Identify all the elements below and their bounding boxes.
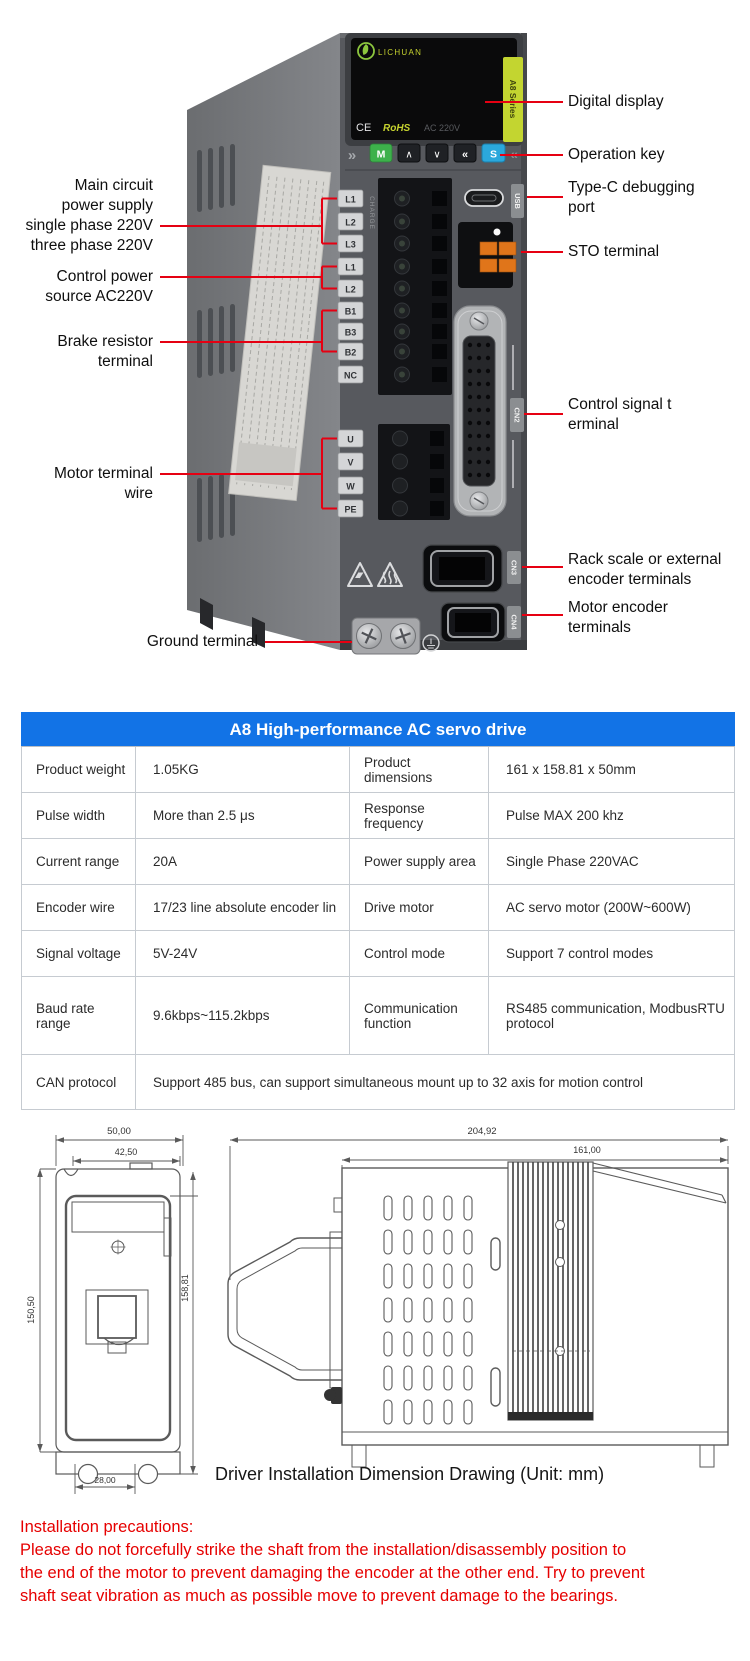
cn4-connector [441, 603, 521, 642]
back-key-label: « [461, 149, 469, 161]
spec-key: Power supply area [350, 839, 489, 885]
cn4-label: CN4 [509, 614, 519, 630]
svg-text:PE: PE [344, 504, 357, 515]
spec-key: Encoder wire [22, 885, 136, 931]
callout-brake-resistor: Brake resistor terminal [57, 333, 153, 370]
callout-digital-display: Digital display [568, 93, 664, 110]
side-vent-pattern [384, 1196, 472, 1424]
spec-value: Pulse MAX 200 khz [489, 793, 735, 839]
table-row [22, 839, 735, 885]
heatsink-fins [508, 1162, 593, 1420]
callout-ground-terminal: Ground terminal [146, 633, 258, 650]
dimension-drawings [0, 1100, 750, 1500]
svg-text:L2: L2 [345, 284, 356, 295]
spec-key: Drive motor [350, 885, 489, 931]
dimension-drawing-caption: Driver Installation Dimension Drawing (Unit: mm) [215, 1464, 605, 1484]
din-clip [228, 1238, 342, 1380]
chevrons-right: « [510, 146, 518, 162]
table-row [22, 793, 735, 839]
svg-text:B2: B2 [344, 347, 357, 358]
usb-label: USB [513, 193, 522, 209]
dim-width-outer: 50,00 [107, 1126, 131, 1137]
svg-text:W: W [346, 481, 355, 492]
dim-height-left: 150,50 [26, 1296, 36, 1324]
svg-text:L1: L1 [345, 262, 356, 273]
callout-operation-key: Operation key [568, 146, 665, 163]
digital-display [345, 33, 523, 146]
spec-value: Support 485 bus, can support simultaneous mount up to 32 axis for motion control [136, 1055, 735, 1110]
precautions-line: Please do not forcefully strike the shaft from the installation/disassembly position to [20, 1541, 627, 1559]
side-view-dimensions [230, 1140, 728, 1280]
callout-motor-terminal: Motor terminal wire [53, 465, 153, 502]
spec-key: Pulse width [22, 793, 136, 839]
table-row [22, 885, 735, 931]
svg-text:L1: L1 [345, 194, 356, 205]
spec-key: Product dimensions [350, 747, 489, 793]
down-key-label: ∨ [433, 149, 441, 161]
precautions-line: the end of the motor to prevent damaging the encoder at the other end. Try to prevent [20, 1564, 645, 1582]
spec-key: Communication function [350, 977, 489, 1055]
precautions-title: Installation precautions: [20, 1518, 194, 1536]
power-terminal-tags [338, 190, 363, 383]
callout-type-c-port: Type-C debugging port [568, 179, 695, 216]
spec-value: 1.05KG [136, 747, 350, 793]
cn3-label: CN3 [509, 559, 519, 576]
spec-value: 20A [136, 839, 350, 885]
spec-value: RS485 communication, ModbusRTU protocol [489, 977, 735, 1055]
table-row [22, 977, 735, 1055]
spec-key: CAN protocol [22, 1055, 136, 1110]
voltage-label: AC 220V [424, 123, 461, 133]
spec-value: 161 x 158.81 x 50mm [489, 747, 735, 793]
spec-value: Single Phase 220VAC [489, 839, 735, 885]
brand-label: LICHUAN [378, 48, 423, 57]
dim-depth-outer: 204,92 [467, 1126, 497, 1137]
svg-text:V: V [347, 457, 354, 468]
spec-value: 9.6kbps~115.2kbps [136, 977, 350, 1055]
callout-control-power: Control power source AC220V [45, 268, 153, 305]
spec-table-title: A8 High-performance AC servo drive [22, 713, 735, 747]
table-row [22, 931, 735, 977]
side-view-drawing [228, 1162, 728, 1467]
cn2-label: CN2 [512, 407, 522, 423]
rohs-mark: RoHS [383, 123, 411, 134]
front-view-drawing [56, 1163, 180, 1484]
spec-key: Product weight [22, 747, 136, 793]
up-key-label: ∧ [405, 149, 413, 161]
svg-text:L2: L2 [345, 217, 356, 228]
callout-rack-scale: Rack scale or external encoder terminals [568, 551, 722, 588]
svg-text:B1: B1 [344, 306, 357, 317]
s-key-label: S [489, 148, 498, 161]
callout-motor-encoder: Motor encoder terminals [568, 599, 668, 636]
svg-text:L3: L3 [345, 239, 356, 250]
dim-width-inner: 42,50 [114, 1147, 138, 1157]
table-row [22, 747, 735, 793]
svg-text:B3: B3 [344, 327, 357, 338]
spec-key: Control mode [350, 931, 489, 977]
svg-text:U: U [347, 434, 354, 445]
chevrons-left: » [347, 147, 357, 164]
spec-value: 5V-24V [136, 931, 350, 977]
callout-control-signal: Control signal t erminal [568, 396, 672, 433]
spec-key: Signal voltage [22, 931, 136, 977]
callout-main-circuit: Main circuit power supply single phase 220V three phase 220V [25, 177, 153, 254]
dim-height-right: 158,81 [180, 1274, 190, 1302]
motor-terminal-block [378, 424, 450, 520]
dim-depth-inner: 161,00 [573, 1145, 601, 1155]
dim-foot-width: 28,00 [94, 1475, 116, 1485]
spec-key: Response frequency [350, 793, 489, 839]
ce-mark: CE [356, 122, 372, 134]
a8-series-label: A8 Series [508, 79, 518, 119]
spec-value: Support 7 control modes [489, 931, 735, 977]
spec-table [21, 712, 735, 1110]
dimension-arrows [37, 1137, 728, 1490]
charge-label: CHARGE [368, 196, 375, 230]
operation-keys [348, 144, 518, 164]
spec-key: Baud rate range [22, 977, 136, 1055]
spec-value: AC servo motor (200W~600W) [489, 885, 735, 931]
sto-terminal [458, 222, 516, 288]
type-c-port [465, 190, 503, 206]
precautions-line: shaft seat vibration as much as possible move to prevent damage to the bearings. [20, 1587, 619, 1605]
m-key-label: M [376, 148, 386, 161]
svg-text:NC: NC [344, 370, 357, 381]
power-terminal-block [378, 178, 452, 395]
spec-value: More than 2.5 μs [136, 793, 350, 839]
callout-sto-terminal: STO terminal [568, 243, 660, 260]
installation-precautions [20, 1516, 645, 1608]
spec-key: Current range [22, 839, 136, 885]
spec-value: 17/23 line absolute encoder lin [136, 885, 350, 931]
